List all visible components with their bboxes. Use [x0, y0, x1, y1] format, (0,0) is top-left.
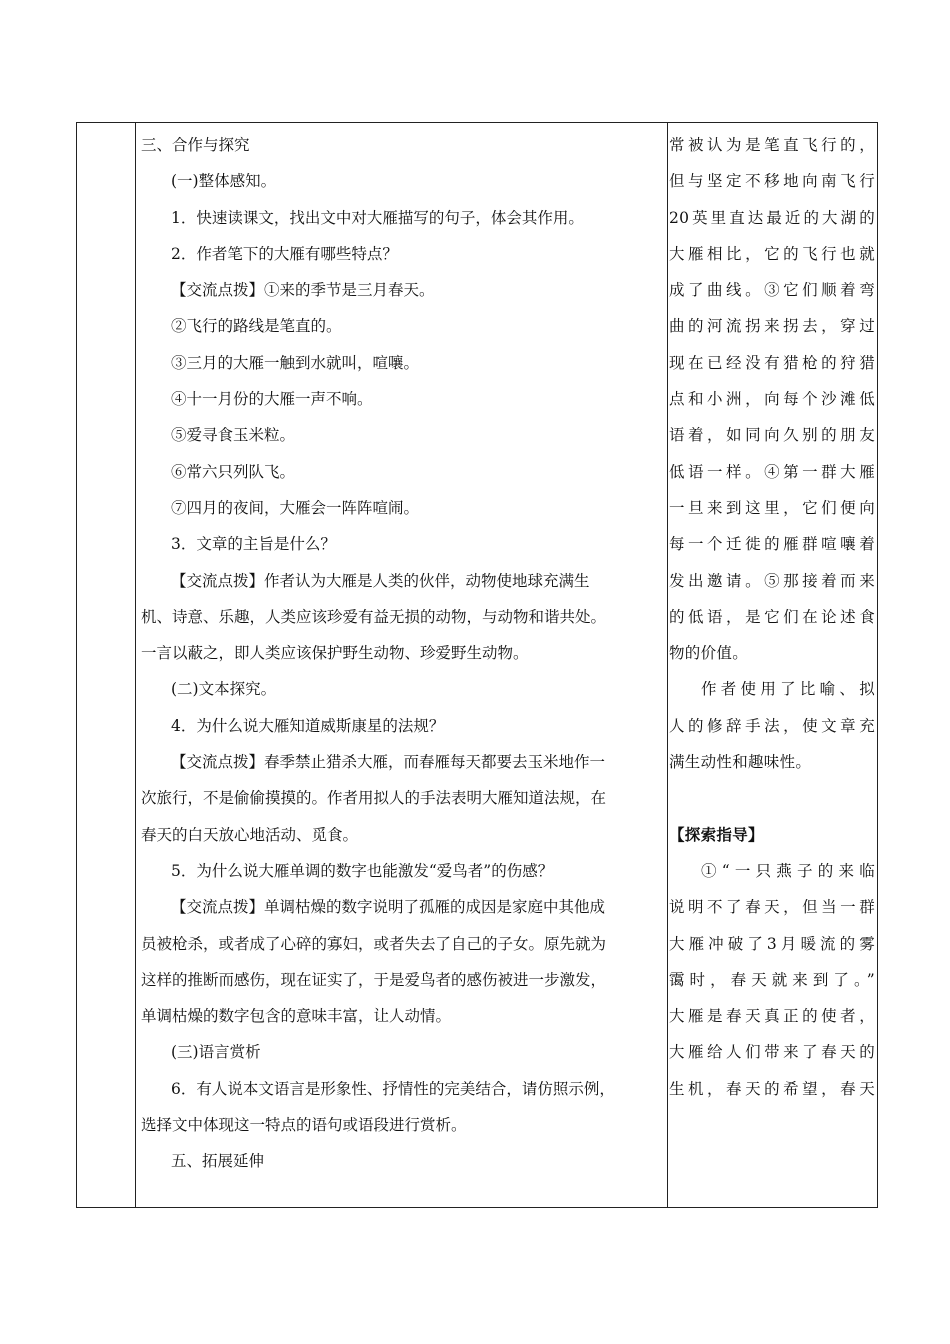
main-text-line: ⑤爱寻食玉米粒。: [171, 426, 296, 445]
main-text-line: 5．为什么说大雁单调的数字也能激发“爱鸟者”的伤感？: [171, 861, 554, 880]
main-text-line: 单调枯燥的数字包含的意味丰富，让人动情。: [141, 1007, 452, 1026]
side-text-line: 一旦来到这里，它们便向: [669, 498, 875, 517]
main-text-line: 【交流点拨】春季禁止猎杀大雁，而春雁每天都要去玉米地作一: [171, 753, 606, 772]
side-text-line: 20英里直达最近的大湖的: [669, 208, 875, 227]
side-text-line: 大雁是春天真正的使者，: [669, 1007, 875, 1026]
main-text-line: 次旅行，不是偷偷摸摸的。作者用拟人的手法表明大雁知道法规，在: [141, 789, 607, 808]
main-text-line: ②飞行的路线是笔直的。: [171, 317, 342, 336]
side-text-line: 人的修辞手法，使文章充: [669, 716, 875, 735]
main-text-line: (三)语言赏析: [171, 1043, 261, 1062]
side-text-line: 大雁相比，它的飞行也就: [669, 244, 875, 263]
main-text-line: 【交流点拨】单调枯燥的数字说明了孤雁的成因是家庭中其他成: [171, 898, 606, 917]
main-text-line: 6．有人说本文语言是形象性、抒情性的完美结合，请仿照示例，: [171, 1079, 615, 1098]
side-text-line: ①“一只燕子的来临: [701, 861, 875, 880]
side-text-line: 生机，春天的希望，春天: [669, 1079, 875, 1098]
main-text-line: 选择文中体现这一特点的语句或语段进行赏析。: [141, 1116, 467, 1135]
side-text-line: 曲的河流拐来拐去，穿过: [669, 317, 875, 336]
side-text-line: 每一个迁徙的雁群喧嚷着: [669, 535, 875, 554]
main-text-line: ③三月的大雁一触到水就叫，喧嚷。: [171, 353, 420, 372]
main-text-line: 【交流点拨】作者认为大雁是人类的伙伴，动物使地球充满生: [171, 571, 590, 590]
main-text-line: 员被枪杀，或者成了心碎的寡妇，或者失去了自己的子女。原先就为: [141, 934, 607, 953]
main-text-line: ⑥常六只列队飞。: [171, 462, 296, 481]
main-text-line: ④十一月份的大雁一声不响。: [171, 390, 373, 409]
side-text-line: 常被认为是笔直飞行的，: [669, 136, 875, 154]
main-text-line: 【交流点拨】①来的季节是三月春天。: [171, 281, 435, 300]
side-text-line: 但与坚定不移地向南飞行: [669, 172, 875, 191]
main-text-line: 机、诗意、乐趣，人类应该珍爱有益无损的动物，与动物和谐共处。: [141, 607, 607, 626]
main-text-line: 1．快速读课文，找出文中对大雁描写的句子，体会其作用。: [171, 208, 584, 227]
side-text-line: 的低语，是它们在论述食: [669, 607, 875, 626]
main-content-column: [135, 127, 665, 1180]
main-text-line: 3．文章的主旨是什么？: [171, 535, 336, 554]
main-text-line: 五、拓展延伸: [171, 1152, 265, 1171]
side-text-line: 大雁冲破了3月暖流的雾: [669, 934, 875, 953]
side-text-line: 语着，如同向久别的朋友: [669, 426, 875, 445]
side-notes-column: [669, 127, 875, 1107]
side-text-line: 说明不了春天，但当一群: [669, 898, 875, 917]
side-text-line: 点和小洲，向每个沙滩低: [669, 390, 875, 409]
main-text-line: 三、合作与探究: [141, 136, 250, 154]
side-text-line: 大雁给人们带来了春天的: [669, 1043, 875, 1062]
main-text-line: 春天的白天放心地活动、觅食。: [141, 825, 359, 844]
side-text-line: [669, 780, 875, 816]
side-text-line: 成了曲线。③它们顺着弯: [669, 281, 875, 300]
side-text-line: 【探索指导】: [669, 824, 764, 844]
side-text-line: 现在已经没有猎枪的狩猎: [669, 353, 875, 372]
main-text-line: 4．为什么说大雁知道威斯康星的法规？: [171, 716, 445, 735]
side-text-line: 物的价值。: [669, 644, 749, 663]
side-text-line: 满生动性和趣味性。: [669, 753, 812, 772]
column-divider-2: [667, 123, 668, 1207]
side-text-line: 作者使用了比喻、拟: [701, 680, 875, 699]
main-text-line: ⑦四月的夜间，大雁会一阵阵喧闹。: [171, 498, 420, 517]
side-text-line: 低语一样。④第一群大雁: [669, 462, 875, 481]
main-text-line: 一言以蔽之，即人类应该保护野生动物、珍爱野生动物。: [141, 644, 529, 663]
main-text-line: 2．作者笔下的大雁有哪些特点？: [171, 244, 398, 263]
side-text-line: 霭时，春天就来到了。”: [669, 970, 875, 989]
main-text-line: 这样的推断而感伤，现在证实了，于是爱鸟者的感伤被进一步激发，: [141, 970, 607, 989]
side-text-line: 发出邀请。⑤那接着而来: [669, 571, 875, 590]
main-text-line: (一)整体感知。: [171, 172, 277, 191]
lesson-table: [76, 122, 878, 1208]
main-text-line: (二)文本探究。: [171, 680, 277, 699]
